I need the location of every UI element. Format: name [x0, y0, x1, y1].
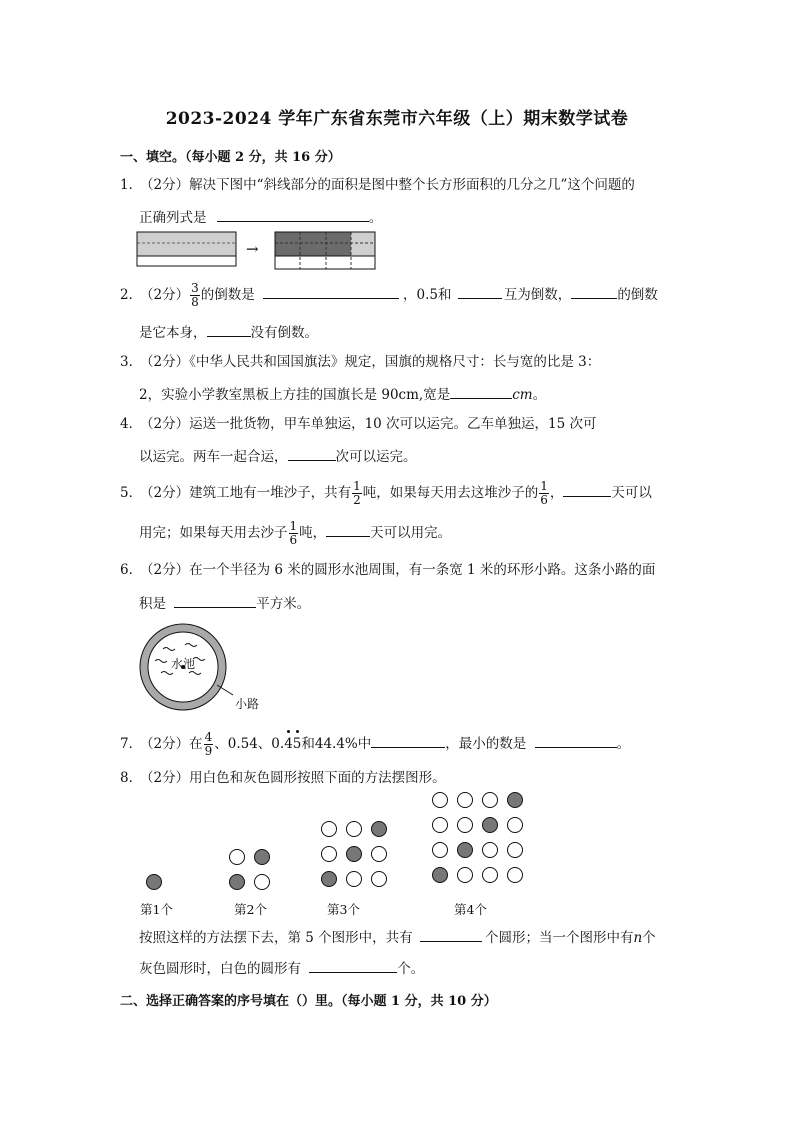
question-6-line-2: 积是 平方米。 — [139, 593, 310, 613]
question-3-line-2: 2，实验小学教室黑板上方挂的国旗长是 90cm,宽是 cm。 — [139, 384, 546, 404]
white-circle — [372, 872, 387, 887]
white-circle — [508, 818, 523, 833]
white-circle — [483, 843, 498, 858]
white-circle — [347, 822, 362, 837]
white-circle — [230, 850, 245, 865]
repeating-digit: 4 — [284, 736, 293, 752]
white-circle — [322, 847, 337, 862]
gray-circle — [230, 875, 245, 890]
gray-circle — [372, 822, 387, 837]
white-circle — [255, 875, 270, 890]
white-circle — [508, 843, 523, 858]
white-circle — [433, 818, 448, 833]
question-2-line-2: 是它本身， 没有倒数。 — [139, 322, 318, 342]
answer-blank[interactable] — [288, 446, 336, 461]
question-6-line-1: 6．（2分）在一个半径为 6 米的圆形水池周围，有一条宽 1 米的环形小路。这条小路的面 — [120, 562, 656, 578]
fraction: $\frac{1}{6}$ — [540, 479, 548, 507]
gray-circle — [147, 875, 162, 890]
fraction: $\frac{1}{2}$ — [353, 479, 361, 507]
repeating-digit: 5 — [292, 736, 302, 752]
section-heading-2: 二、选择正确答案的序号填在（）里。（每小题 1 分，共 10 分） — [120, 994, 497, 1009]
pattern-label-1: 第1个 — [140, 902, 173, 917]
answer-blank[interactable] — [309, 958, 397, 973]
gray-circle — [322, 872, 337, 887]
answer-blank[interactable] — [326, 522, 370, 537]
question-8-line-3: 灰色圆形时，白色的圆形有 个。 — [139, 958, 424, 978]
question-2-line-1: 2．（2分） $\frac{3}{8}$ 的倒数是 ，0.5和 互为倒数， 的倒数 — [120, 281, 658, 309]
white-circle — [458, 818, 473, 833]
answer-blank[interactable] — [371, 733, 445, 748]
white-circle — [458, 793, 473, 808]
white-circle — [483, 868, 498, 883]
white-circle — [322, 822, 337, 837]
question-4-line-2: 以运完。两车一起合运， 次可以运完。 — [139, 446, 417, 466]
white-circle — [347, 872, 362, 887]
fraction: $\frac{4}{9}$ — [204, 730, 213, 758]
road-label: 小路 — [235, 697, 260, 711]
answer-blank[interactable] — [263, 284, 399, 299]
white-circle — [508, 868, 523, 883]
gray-circle — [458, 843, 473, 858]
fraction: $\frac{3}{8}$ — [191, 281, 199, 309]
section-heading-1: 一、填空。（每小题 2 分，共 16 分） — [120, 150, 341, 165]
gray-circle — [508, 793, 523, 808]
arrow-icon: → — [246, 240, 259, 258]
white-circle — [372, 847, 387, 862]
answer-blank[interactable] — [174, 593, 256, 608]
pattern-label-3: 第3个 — [327, 902, 360, 917]
answer-blank[interactable] — [563, 482, 611, 497]
fraction: $\frac{1}{6}$ — [289, 519, 298, 547]
question-5-line-1: 5．（2分）建筑工地有一堆沙子，共有 $\frac{1}{2}$ 吨，如果每天用去这堆沙子的 $\frac{1}{6}$ ， 天可以 — [120, 479, 652, 507]
answer-blank[interactable] — [458, 284, 502, 299]
gray-circle — [483, 818, 498, 833]
gray-circle — [255, 850, 270, 865]
gray-circle — [433, 868, 448, 883]
question-4-line-1: 4．（2分）运送一批货物，甲车单独运，10 次可以运完。乙车单独运，15 次可 — [120, 416, 597, 432]
gray-circle — [347, 847, 362, 862]
question-7-line: 7．（2分）在 $\frac{4}{9}$ 、0.54、0.45和44.4%中 ，最小的数是 。 — [120, 730, 631, 758]
pattern-label-4: 第4个 — [454, 902, 487, 917]
answer-blank[interactable] — [217, 207, 369, 222]
answer-blank[interactable] — [450, 384, 512, 399]
answer-blank[interactable] — [535, 733, 617, 748]
white-circle — [433, 793, 448, 808]
question-5-line-2: 用完；如果每天用去沙子 $\frac{1}{6}$ 吨， 天可以用完。 — [139, 519, 452, 547]
circle-pattern-figure — [130, 790, 550, 900]
white-circle — [458, 868, 473, 883]
question-1-line-1: 1．（2分）解决下图中“斜线部分的面积是图中整个长方形面积的几分之几”这个问题的 — [120, 177, 635, 193]
question-1-line-2: 正确列式是 。 — [139, 207, 382, 227]
question-8-line-2: 按照这样的方法摆下去，第 5 个图形中，共有 个圆形；当一个图形中有n个 — [139, 927, 656, 947]
answer-blank[interactable] — [207, 322, 251, 337]
white-circle — [433, 843, 448, 858]
question-8-line-1: 8．（2分）用白色和灰色圆形按照下面的方法摆图形。 — [120, 770, 446, 786]
pattern-label-2: 第2个 — [234, 902, 267, 917]
answer-blank[interactable] — [571, 284, 617, 299]
answer-blank[interactable] — [420, 927, 482, 942]
page-title: 2023-2024 学年广东省东莞市六年级（上）期末数学试卷 — [165, 109, 629, 129]
pool-label: 水池 — [171, 657, 196, 671]
white-circle — [483, 793, 498, 808]
question-3-line-1: 3．（2分）《中华人民共和国国旗法》规定，国旗的规格尺寸：长与宽的比是 3： — [120, 354, 601, 370]
